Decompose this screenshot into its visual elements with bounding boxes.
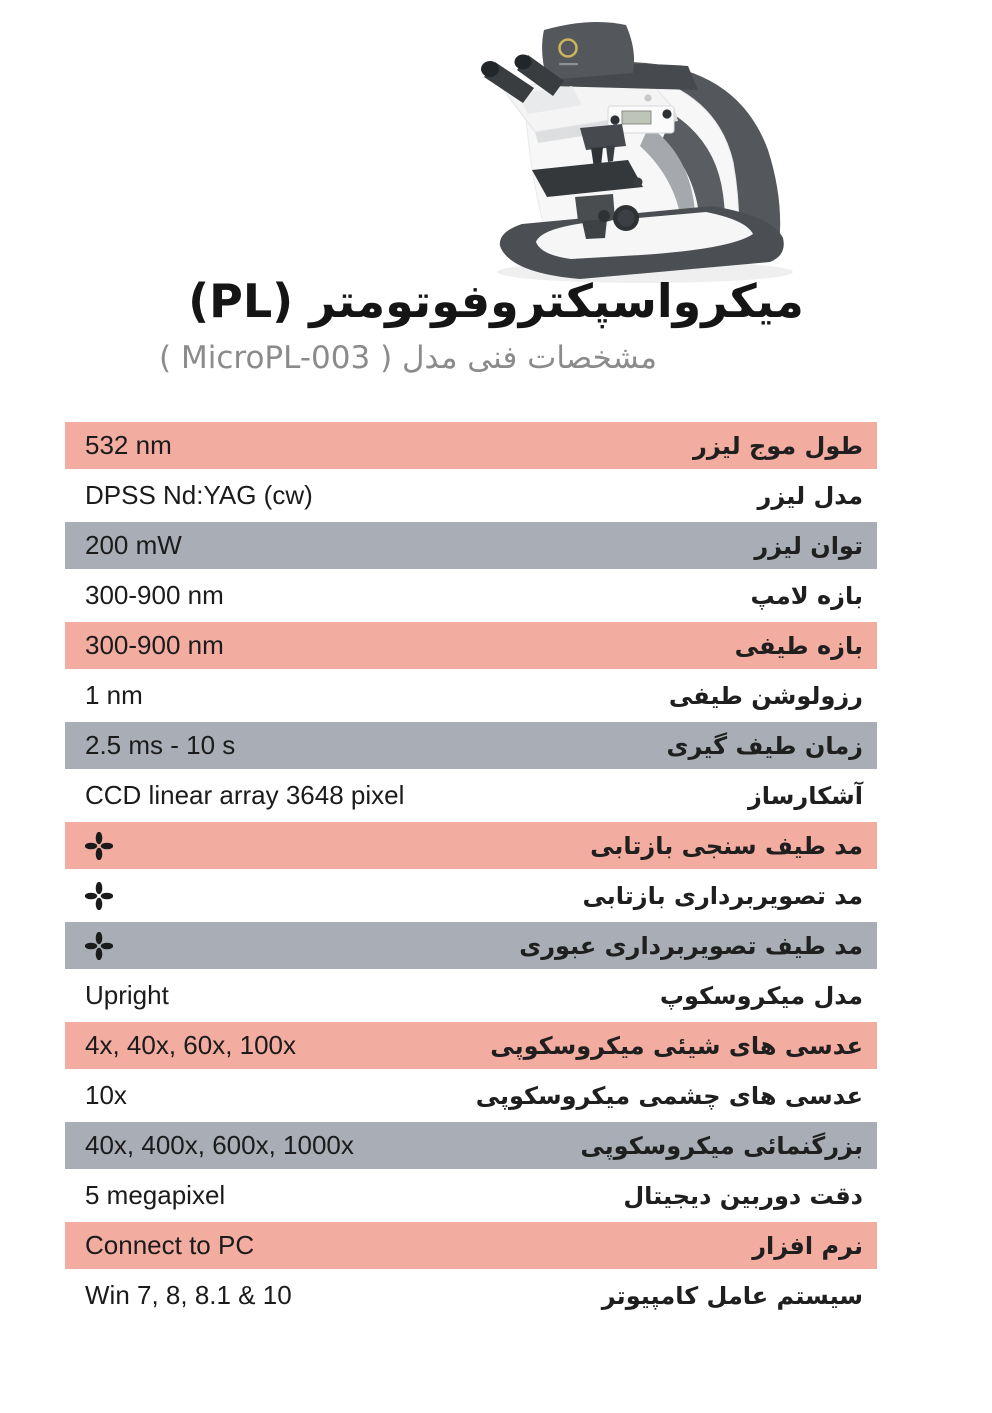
spec-row <box>65 1272 877 1319</box>
spec-label: نرم افزار <box>752 1231 863 1260</box>
four-petal-asterisk-icon <box>85 882 113 910</box>
spec-label: بزرگنمائی میکروسکوپی <box>580 1131 863 1160</box>
stage-adjust-knob <box>634 178 643 187</box>
spec-value: 40x, 400x, 600x, 1000x <box>85 1130 354 1160</box>
spec-row <box>65 1172 877 1219</box>
spec-label: بازه طیفی <box>734 631 863 660</box>
spec-label: طول موج لیزر <box>693 431 863 460</box>
spec-label: مد تصویربرداری بازتابی <box>582 881 863 910</box>
spec-value <box>85 932 113 960</box>
fine-focus-knob <box>618 210 635 227</box>
spec-label: مدل لیزر <box>757 481 863 510</box>
spec-value: Connect to PC <box>85 1230 255 1260</box>
eyepiece-cap-left <box>481 61 499 77</box>
spec-row <box>65 1022 877 1069</box>
spec-value: 300-900 nm <box>85 630 224 660</box>
spec-value <box>85 832 113 860</box>
spec-value: 1 nm <box>85 680 143 710</box>
camera-pod <box>542 22 634 80</box>
spec-row <box>65 822 877 869</box>
spec-label: مد طیف سنجی بازتابی <box>590 831 863 860</box>
spec-label: بازه لامپ <box>750 581 863 610</box>
spec-row <box>65 1122 877 1169</box>
spec-row <box>65 872 877 919</box>
head-screw <box>644 94 651 101</box>
spec-value: CCD linear array 3648 pixel <box>85 780 405 810</box>
spec-row <box>65 422 877 469</box>
spec-value: 532 nm <box>85 430 172 460</box>
spec-row <box>65 522 877 569</box>
spec-value <box>85 882 113 910</box>
brand-wordmark <box>559 63 578 65</box>
spec-value: Upright <box>85 980 169 1010</box>
spec-label: آشکارساز <box>747 781 863 810</box>
spec-row <box>65 572 877 619</box>
spec-value: 10x <box>85 1080 127 1110</box>
lcd-display <box>622 111 651 124</box>
spec-label: عدسی های چشمی میکروسکوپی <box>475 1081 863 1110</box>
four-petal-asterisk-icon <box>85 932 113 960</box>
spec-row <box>65 722 877 769</box>
side-knob <box>598 210 610 222</box>
four-petal-asterisk-icon <box>85 832 113 860</box>
spec-label: زمان طیف گیری <box>666 731 863 760</box>
spec-label: مدل میکروسکوپ <box>659 981 863 1010</box>
spec-label: دقت دوربین دیجیتال <box>623 1181 863 1210</box>
spec-row <box>65 672 877 719</box>
spec-row <box>65 972 877 1019</box>
spec-row <box>65 1222 877 1269</box>
page-title: میکرواسپکتروفوتومتر (PL) <box>188 274 804 328</box>
condenser <box>582 219 607 239</box>
spec-value: Win 7, 8, 8.1 & 10 <box>85 1280 292 1310</box>
spec-value: 5 megapixel <box>85 1180 226 1210</box>
page-subtitle: مشخصات فنی مدل ( MicroPL-003 ) <box>159 340 657 376</box>
spec-table <box>65 422 877 1322</box>
spec-row <box>65 922 877 969</box>
spec-label: عدسی های شیئی میکروسکوپی <box>490 1031 863 1060</box>
eyepiece-cap-right <box>515 55 532 70</box>
spec-value: DPSS Nd:YAG (cw) <box>85 480 313 510</box>
microscope-illustration <box>440 10 800 292</box>
spec-label: توان لیزر <box>754 531 863 560</box>
spec-label: مد طیف تصویربرداری عبوری <box>519 931 863 960</box>
spec-label: رزولوشن طیفی <box>668 681 863 710</box>
spec-value: 4x, 40x, 60x, 100x <box>85 1030 297 1060</box>
spec-value: 200 mW <box>85 530 182 560</box>
spec-row <box>65 472 877 519</box>
spec-row <box>65 622 877 669</box>
nosepiece-turret <box>580 124 626 150</box>
spec-label: سیستم عامل کامپیوتر <box>601 1281 863 1310</box>
spec-row <box>65 1072 877 1119</box>
spec-row <box>65 772 877 819</box>
spec-value: 2.5 ms - 10 s <box>85 730 236 760</box>
panel-knob-right <box>662 109 671 118</box>
spec-value: 300-900 nm <box>85 580 224 610</box>
panel-knob-left <box>610 115 619 124</box>
